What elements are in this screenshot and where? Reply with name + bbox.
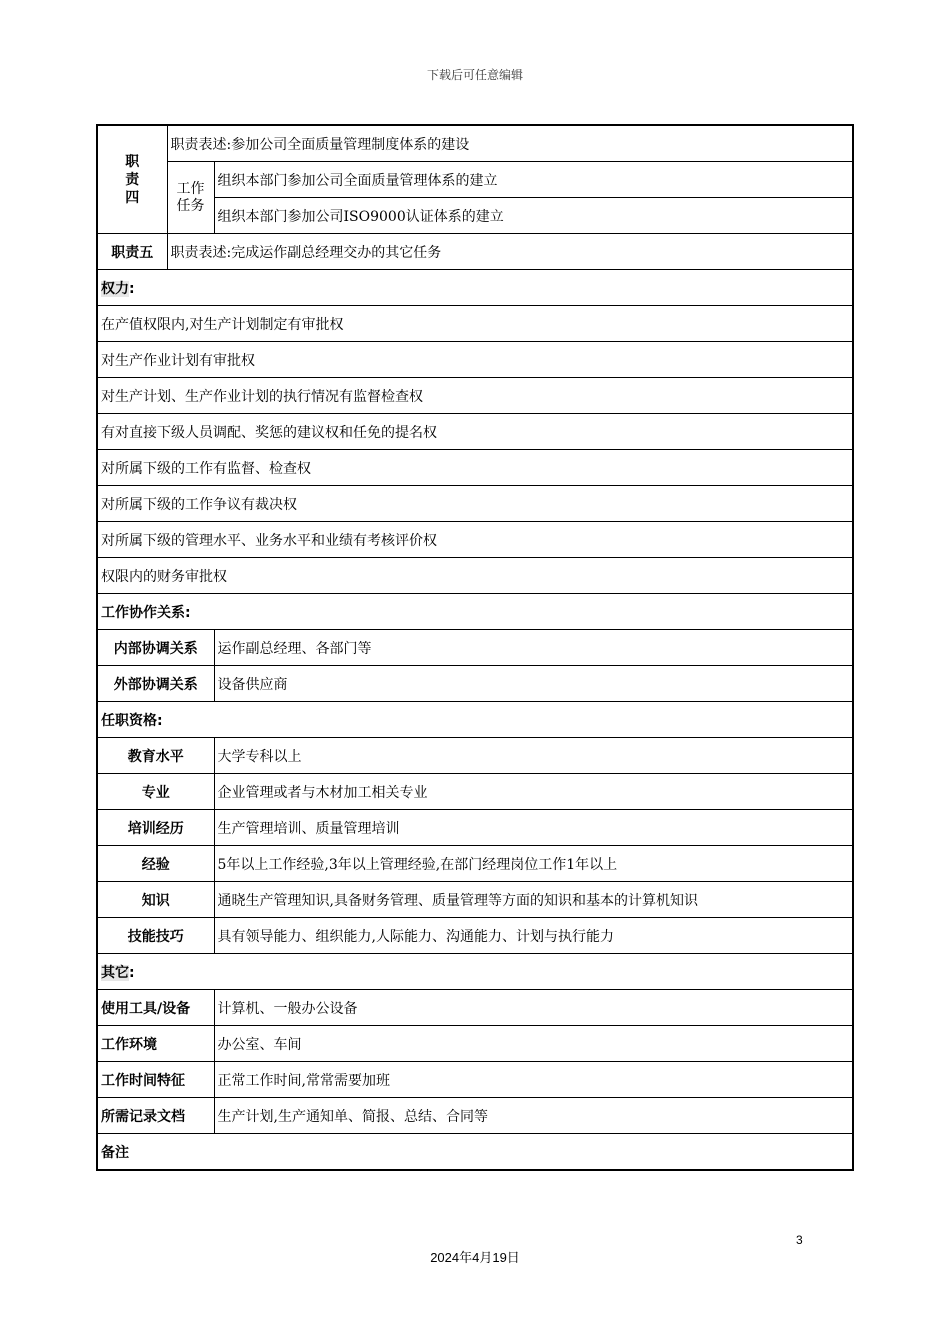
qualification-value: 5年以上工作经验,3年以上管理经验,在部门经理岗位工作1年以上 (214, 846, 853, 882)
other-row (97, 1026, 853, 1062)
authority-item-row (97, 558, 853, 594)
qualification-header-row (97, 702, 853, 738)
qualification-label: 经验 (97, 846, 214, 882)
other-label: 所需记录文档 (97, 1098, 214, 1134)
other-row (97, 1098, 853, 1134)
other-title-suffix: : (129, 964, 135, 981)
qualification-row (97, 846, 853, 882)
duty4-label-char: 四 (125, 189, 140, 206)
other-title-text: 其它 (101, 964, 129, 981)
qualification-row (97, 774, 853, 810)
other-value: 生产计划,生产通知单、简报、总结、合同等 (214, 1098, 853, 1134)
authority-item-row (97, 450, 853, 486)
task-label-line: 任务 (176, 197, 205, 214)
authority-header-row (97, 270, 853, 306)
authority-item: 对生产计划、生产作业计划的执行情况有监督检查权 (97, 378, 853, 414)
other-label: 工作时间特征 (97, 1062, 214, 1098)
duty4-task: 组织本部门参加公司全面质量管理体系的建立 (214, 162, 853, 198)
authority-item-row (97, 486, 853, 522)
duty4-task-row (97, 162, 853, 198)
qualification-row (97, 738, 853, 774)
duty5-label: 职责五 (97, 234, 167, 270)
cooperation-row (97, 630, 853, 666)
other-value: 办公室、车间 (214, 1026, 853, 1062)
qualification-value: 大学专科以上 (214, 738, 853, 774)
cooperation-label: 内部协调关系 (97, 630, 214, 666)
duty4-description: 职责表述:参加公司全面质量管理制度体系的建设 (167, 125, 853, 162)
qualification-row (97, 810, 853, 846)
other-row (97, 990, 853, 1026)
authority-item: 对生产作业计划有审批权 (97, 342, 853, 378)
authority-item: 对所属下级的工作争议有裁决权 (97, 486, 853, 522)
other-value: 计算机、一般办公设备 (214, 990, 853, 1026)
other-title (97, 954, 853, 990)
duty4-task: 组织本部门参加公司ISO9000认证体系的建立 (214, 198, 853, 234)
other-row (97, 1062, 853, 1098)
duty4-label-char: 职 (125, 153, 140, 170)
qualification-label: 培训经历 (97, 810, 214, 846)
cooperation-value: 运作副总经理、各部门等 (214, 630, 853, 666)
authority-item-row (97, 342, 853, 378)
qualification-title: 任职资格: (97, 702, 853, 738)
other-label: 使用工具/设备 (97, 990, 214, 1026)
duty5-description: 职责表述:完成运作副总经理交办的其它任务 (167, 234, 853, 270)
qualification-label: 技能技巧 (97, 918, 214, 954)
footer-date: 2024年4月19日 (430, 1250, 520, 1265)
authority-title (97, 270, 853, 306)
header-note: 下载后可任意编辑 (426, 68, 523, 82)
qualification-value: 企业管理或者与木材加工相关专业 (214, 774, 853, 810)
qualification-row (97, 918, 853, 954)
authority-item: 对所属下级的工作有监督、检查权 (97, 450, 853, 486)
authority-item-row (97, 522, 853, 558)
remarks-label: 备注 (97, 1134, 853, 1171)
cooperation-title: 工作协作关系: (97, 594, 853, 630)
qualification-value: 具有领导能力、组织能力,人际能力、沟通能力、计划与执行能力 (214, 918, 853, 954)
authority-item-row (97, 378, 853, 414)
authority-title-suffix: : (129, 280, 135, 297)
authority-item: 有对直接下级人员调配、奖惩的建议权和任免的提名权 (97, 414, 853, 450)
duty4-label (97, 125, 167, 234)
duty4-row (97, 125, 853, 162)
authority-item: 权限内的财务审批权 (97, 558, 853, 594)
qualification-value: 生产管理培训、质量管理培训 (214, 810, 853, 846)
job-description-table (96, 124, 854, 1171)
task-label-line: 工作 (176, 180, 205, 197)
duty5-row (97, 234, 853, 270)
qualification-row (97, 882, 853, 918)
authority-item-row (97, 306, 853, 342)
cooperation-header-row (97, 594, 853, 630)
duty4-label-char: 责 (125, 171, 140, 188)
other-label: 工作环境 (97, 1026, 214, 1062)
qualification-label: 知识 (97, 882, 214, 918)
authority-title-text: 权力 (101, 280, 129, 297)
other-header-row (97, 954, 853, 990)
cooperation-label: 外部协调关系 (97, 666, 214, 702)
remarks-row (97, 1134, 853, 1171)
cooperation-row (97, 666, 853, 702)
authority-item: 在产值权限内,对生产计划制定有审批权 (97, 306, 853, 342)
authority-item: 对所属下级的管理水平、业务水平和业绩有考核评价权 (97, 522, 853, 558)
page-number: 3 (796, 1233, 803, 1247)
duty4-task-label (167, 162, 214, 234)
qualification-label: 教育水平 (97, 738, 214, 774)
other-value: 正常工作时间,常常需要加班 (214, 1062, 853, 1098)
cooperation-value: 设备供应商 (214, 666, 853, 702)
authority-item-row (97, 414, 853, 450)
qualification-value: 通晓生产管理知识,具备财务管理、质量管理等方面的知识和基本的计算机知识 (214, 882, 853, 918)
qualification-label: 专业 (97, 774, 214, 810)
